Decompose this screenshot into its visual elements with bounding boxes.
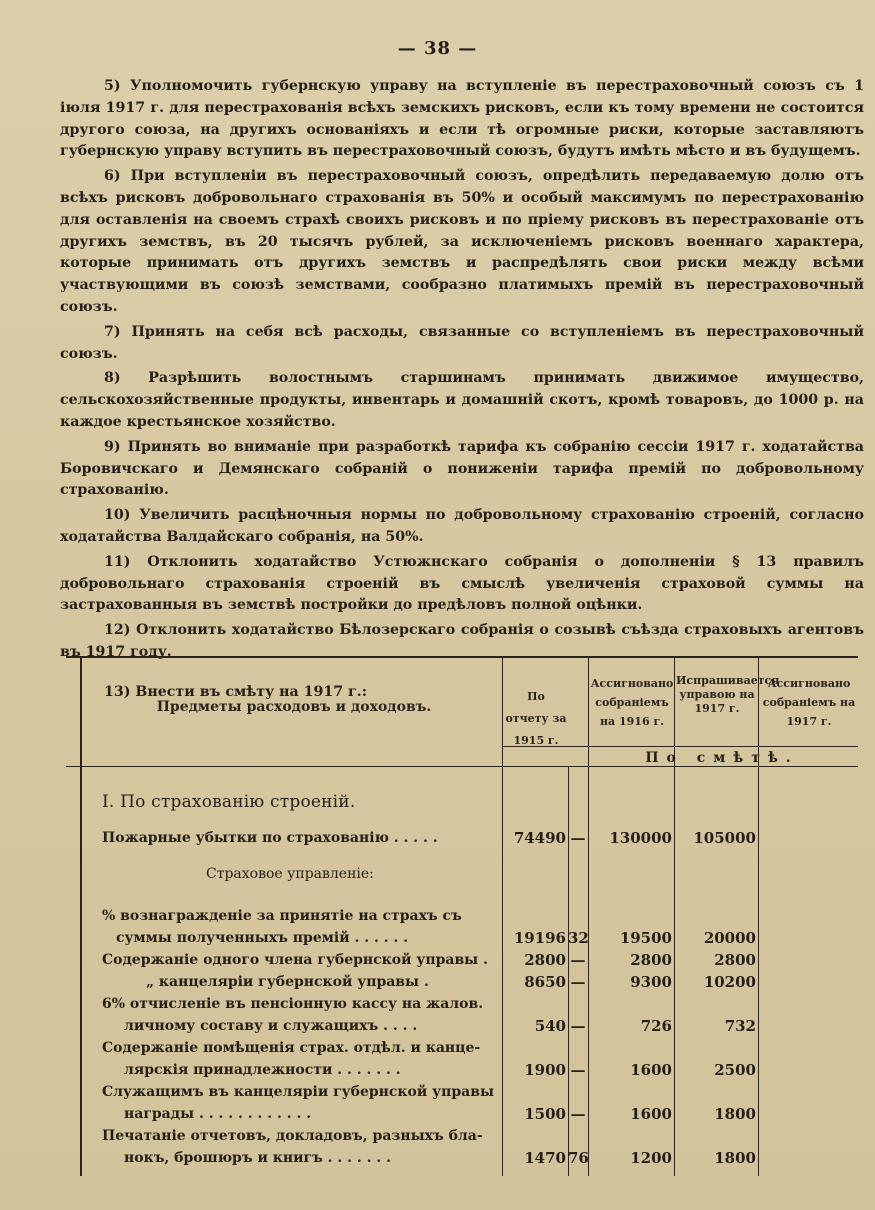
- value-1917: 2800: [714, 951, 756, 969]
- table-row: [66, 950, 858, 972]
- value-1915-kopecks: —: [570, 1017, 586, 1035]
- value-1915-kopecks: —: [570, 973, 586, 991]
- value-1915-kopecks: —: [570, 951, 586, 969]
- value-1915: 74490: [513, 829, 566, 847]
- value-1915: 19196: [513, 929, 566, 947]
- row-label: „ канцеляріи губернской управы .: [146, 974, 429, 990]
- paragraph-13: 13) Внести въ смѣту на 1917 г.:: [104, 683, 367, 700]
- header-by-estimate: По смѣтѣ.: [645, 750, 799, 766]
- value-1916: 2800: [630, 951, 672, 969]
- value-1916: 726: [640, 1017, 672, 1035]
- value-1915-kopecks: 76: [568, 1149, 589, 1167]
- paragraph-12: 12) Отклонить ходатайство Бѣлозерскаго собранія о созывѣ съѣзда страховыхъ агентовъ въ 1917 году.: [60, 622, 864, 660]
- value-1915: 1500: [524, 1105, 566, 1123]
- table-row: [66, 864, 858, 886]
- table-row: [66, 994, 858, 1016]
- value-1915: 1900: [524, 1061, 566, 1079]
- table-row: [66, 1126, 858, 1148]
- value-1915: 8650: [524, 973, 566, 991]
- row-label: % вознагражденіе за принятіе на страхъ съ: [102, 908, 462, 924]
- value-1915: 1470: [524, 1149, 566, 1167]
- row-label: Служащимъ въ канцеляріи губернской управы: [102, 1084, 494, 1100]
- header-bottom-rule: [66, 766, 858, 767]
- table-top-rule: [66, 656, 858, 658]
- value-1915-kopecks: 32: [568, 929, 589, 947]
- value-1915-kopecks: —: [570, 829, 586, 847]
- value-1916: 19500: [619, 929, 672, 947]
- paragraph-8: 8) Разрѣшить волостнымъ старшинамъ принимать движимое имущество, сельскохозяйственные продукты, инвентарь и домашній скотъ, кромѣ товаровъ, до 1000 р. на каждое крестьянское хозяйство.: [60, 370, 864, 430]
- paragraph-6: 6) При вступленіи въ перестраховочный союзъ, опредѣлить передаваемую долю отъ всѣхъ рисковъ добровольнаго страхованія въ 50% и особый максимумъ по перестрахованію для оставленія на своемъ страхѣ своихъ рисковъ и по пріему рисковъ въ перестрахованіе отъ другихъ земствъ, въ 20 тысячъ рублей, за исключеніемъ рисковъ военнаго характера, которые принимать отъ другихъ земствъ и распредѣлять свои риски между всѣми участвующими въ союзѣ земствами, сообразно платимыхъ премій въ перестраховочный союзъ.: [60, 168, 864, 315]
- value-1917: 20000: [703, 929, 756, 947]
- value-1915: 540: [534, 1017, 566, 1035]
- table-row: [66, 1016, 858, 1038]
- header-assigned-1916: Ассигновано собраніемъ на 1916 г.: [590, 677, 674, 728]
- paragraph-9: 9) Принять во вниманіе при разработкѣ тарифа къ собранію сессіи 1917 г. ходатайства Боровичскаго и Демянскаго собраній о пониженіи тарифа премій по добровольному страхованію.: [60, 438, 864, 499]
- budget-table: [66, 656, 858, 1176]
- table-row: [66, 1104, 858, 1126]
- row-label: лярскія принадлежности . . . . . . .: [124, 1062, 401, 1078]
- paragraph-11: 11) Отклонить ходатайство Устюжнскаго собранія о дополненіи § 13 правилъ добровольнаго страхованія строеній въ смыслѣ увеличенія страховой суммы на застрахованныя въ земствѣ постройки до предѣловъ полной оцѣнки.: [60, 553, 864, 614]
- row-label: Содержаніе помѣщенія страх. отдѣл. и канце-: [102, 1040, 481, 1056]
- value-1916: 130000: [609, 829, 672, 847]
- value-1917: 1800: [714, 1105, 756, 1123]
- page-number: — 38 —: [397, 38, 478, 59]
- table-row: [66, 828, 858, 850]
- value-1915-kopecks: —: [570, 1061, 586, 1079]
- table-row: [66, 906, 858, 928]
- header-requested-1917: Испрашивается управою на 1917 г.: [676, 674, 780, 715]
- value-1915: 2800: [524, 951, 566, 969]
- value-1916: 1200: [630, 1149, 672, 1167]
- row-label: Страховое управленіе:: [206, 866, 374, 882]
- table-row: [66, 928, 858, 950]
- row-label: Печатаніе отчетовъ, докладовъ, разныхъ бла-: [102, 1128, 483, 1144]
- row-label: личному составу и служащихъ . . . .: [124, 1018, 418, 1034]
- value-1916: 1600: [630, 1061, 672, 1079]
- value-1917: 732: [724, 1017, 756, 1035]
- paragraph-10: 10) Увеличить расцѣночныя нормы по добровольному страхованію строеній, согласно ходатайства Валдайскаго собранія, на 50%.: [60, 507, 864, 545]
- table-row: [66, 1082, 858, 1104]
- paragraph-7: 7) Принять на себя всѣ расходы, связанные со вступленіемъ въ перестраховочный союзъ.: [60, 323, 864, 362]
- value-1917: 1800: [714, 1149, 756, 1167]
- row-label: нокъ, брошюръ и книгъ . . . . . . .: [124, 1150, 392, 1166]
- paragraph-5: 5) Уполномочить губернскую управу на вступленіе въ перестраховочный союзъ съ 1 іюля 1917 г. для перестрахованія всѣхъ земскихъ рисковъ, если къ тому времени не состоится другого союза, на другихъ основаніяхъ и если тѣ огромные риски, которые заставляютъ губернскую управу вступить въ перестраховочный союзъ, будутъ имѣть мѣсто и въ будущемъ.: [60, 78, 864, 160]
- value-1917: 105000: [693, 829, 756, 847]
- value-1917: 10200: [703, 973, 756, 991]
- table-row: [66, 792, 858, 814]
- row-label: I. По страхованію строеній.: [102, 792, 356, 812]
- body-text: [60, 76, 864, 704]
- value-1916: 1600: [630, 1105, 672, 1123]
- header-items: Предметы расходовъ и доходовъ.: [156, 699, 432, 715]
- header-assigned-1917: Ассигновано собраніемъ на 1917 г.: [762, 677, 856, 728]
- value-1917: 2500: [714, 1061, 756, 1079]
- table-row: [66, 972, 858, 994]
- row-label: Пожарные убытки по страхованію . . . . .: [102, 830, 438, 846]
- row-label: награды . . . . . . . . . . . .: [124, 1106, 312, 1122]
- value-1916: 9300: [630, 973, 672, 991]
- row-label: Содержаніе одного члена губернской управы .: [102, 952, 488, 968]
- row-label: 6% отчисленіе въ пенсіонную кассу на жалов.: [102, 996, 484, 1012]
- table-row: [66, 1038, 858, 1060]
- table-row: [66, 1060, 858, 1082]
- row-label: суммы полученныхъ премій . . . . . .: [116, 930, 409, 946]
- value-1915-kopecks: —: [570, 1105, 586, 1123]
- table-row: [66, 1148, 858, 1170]
- header-report-1915: По отчету за 1915 г.: [505, 690, 567, 747]
